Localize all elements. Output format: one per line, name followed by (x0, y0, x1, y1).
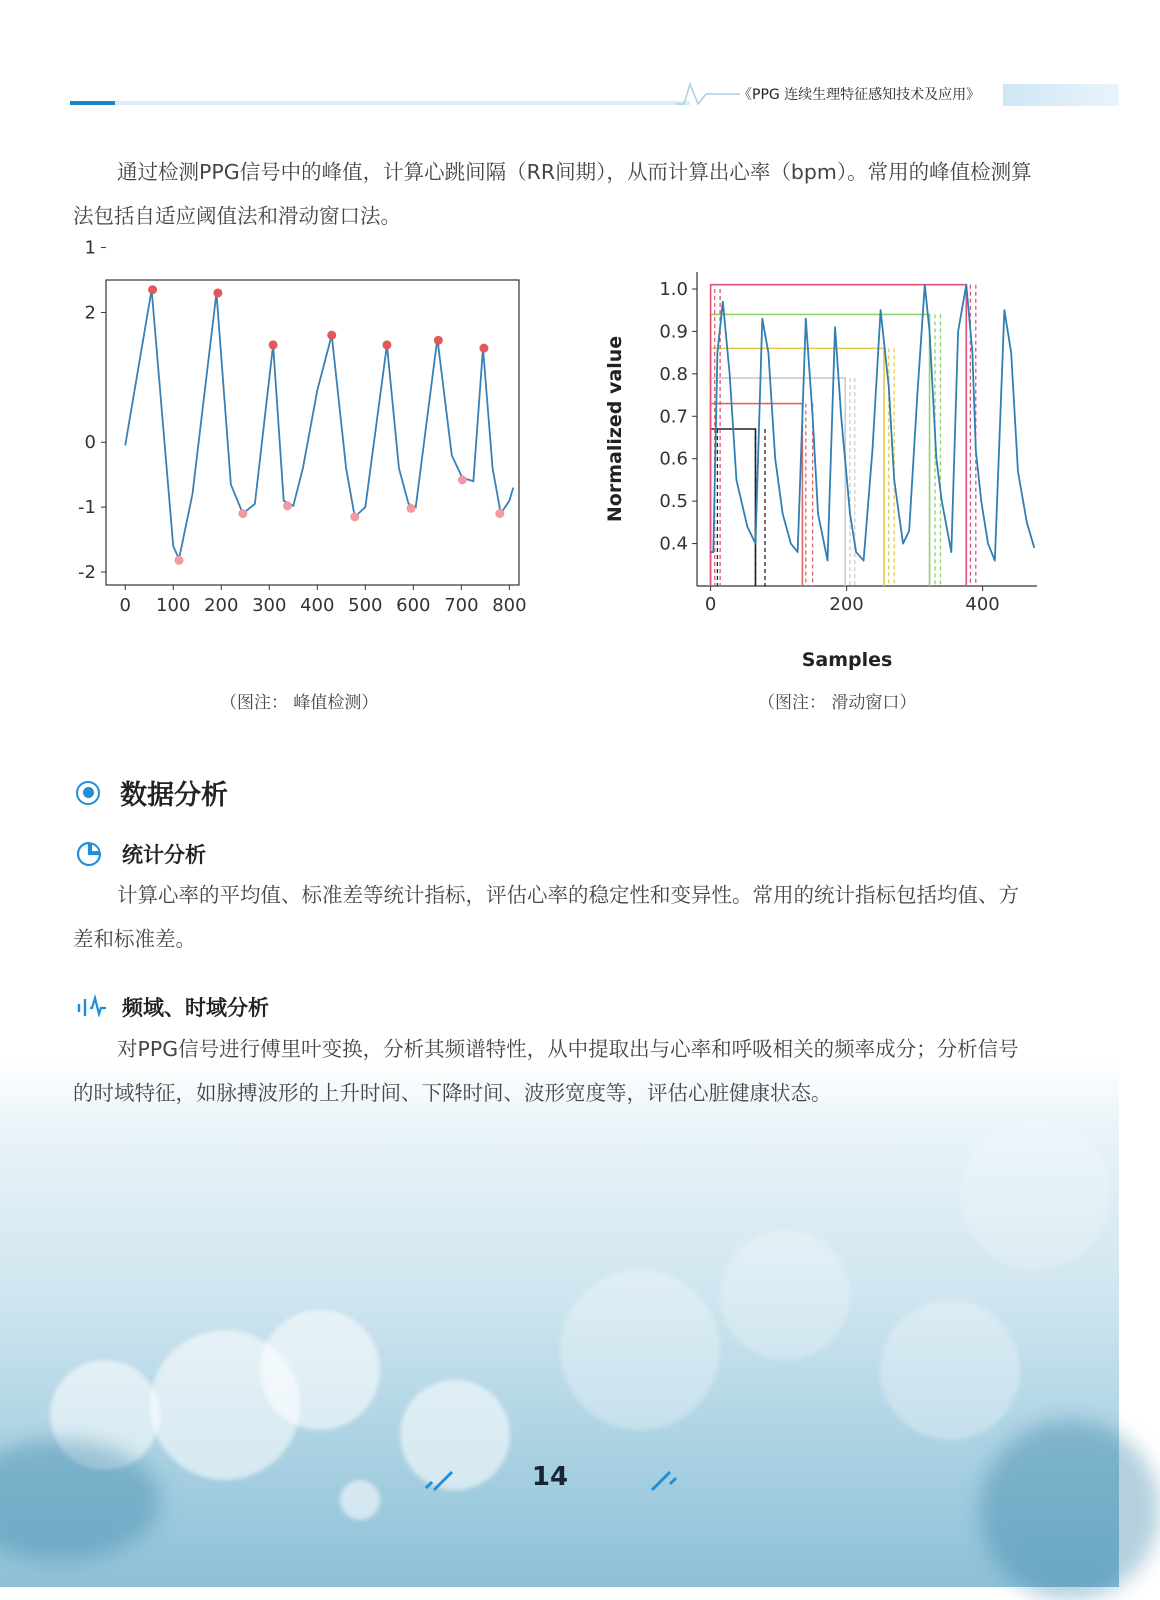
x-tick-label: 400 (300, 595, 335, 616)
x-tick-label: 700 (444, 595, 479, 616)
x-tick-label: 200 (204, 595, 239, 616)
frequency-paragraph (73, 1027, 1038, 1115)
x-tick-label: 600 (396, 595, 431, 616)
peak-marker (327, 331, 336, 340)
y-tick-label: 2 (84, 302, 96, 324)
y-tick-label: -2 (78, 562, 96, 584)
x-tick-label: 100 (156, 595, 191, 616)
y-tick-label: -1 (78, 497, 96, 519)
header-title: 《PPG 连续生理特征感知技术及应用》 (738, 87, 981, 103)
peak-detection-chart (70, 237, 530, 628)
pie-icon (76, 841, 102, 867)
section-title: 数据分析 (120, 780, 228, 811)
trough-marker (174, 556, 183, 565)
header-gradient-bar (1003, 84, 1119, 106)
ppg-signal-line (711, 285, 1035, 561)
ppg-signal-line (125, 290, 513, 559)
x-tick-label: 800 (492, 595, 527, 616)
peak-marker (213, 288, 222, 297)
y-tick-label: 0.5 (659, 491, 688, 513)
subsection-title-frequency: 频域、时域分析 (122, 996, 269, 1020)
peak-marker (269, 340, 278, 349)
trough-marker (238, 509, 247, 518)
subsection-heading-statistics (76, 839, 206, 869)
radio-target-icon (76, 781, 100, 805)
peak-marker (479, 344, 488, 353)
statistics-paragraph (73, 873, 1038, 961)
sliding-window-chart (595, 262, 1055, 682)
x-tick-label: 500 (348, 595, 383, 616)
footer-slash-right (650, 1468, 682, 1492)
header-rule (70, 101, 690, 105)
trough-marker (458, 475, 467, 484)
y-axis-label: Normalized value (604, 335, 626, 523)
section-heading (76, 773, 228, 812)
intro-text: 通过检测PPG信号中的峰值，计算心跳间隔（RR间期），从而计算出心率（bpm）。常用的峰值检测算法包括自适应阈值法和滑动窗口法。 (73, 160, 1032, 228)
trough-marker (283, 501, 292, 510)
peak-marker (434, 336, 443, 345)
background-bokeh (0, 1060, 1119, 1587)
peak-marker (148, 285, 157, 294)
y-tick-label: 0.7 (659, 406, 688, 428)
x-tick-label: 400 (965, 594, 1000, 615)
intro-paragraph (73, 150, 1038, 238)
x-tick-label: 200 (829, 594, 864, 615)
statistics-text: 计算心率的平均值、标准差等统计指标，评估心率的稳定性和变异性。常用的统计指标包括均值、方差和标准差。 (73, 883, 1019, 951)
y-tick-label: 1.0 (659, 278, 688, 300)
subsection-heading-frequency (76, 992, 269, 1022)
footer-slash-left (424, 1468, 456, 1492)
x-tick-label: 0 (704, 594, 717, 615)
x-tick-label: 0 (119, 595, 131, 616)
x-tick-label: 300 (252, 595, 287, 616)
left-figure-caption: （图注： 峰值检测） (220, 693, 379, 713)
right-figure-caption: （图注： 滑动窗口） (758, 693, 917, 713)
y-tick-label: 0.9 (659, 321, 688, 343)
peak-marker (382, 340, 391, 349)
window-box (711, 314, 930, 586)
y-tick-label: 0 (84, 432, 96, 454)
y-tick-label: 0.8 (659, 363, 688, 385)
trough-marker (495, 509, 504, 518)
trough-marker (406, 504, 415, 513)
waveform-icon (76, 994, 106, 1020)
y-tick-label: 0.4 (659, 533, 688, 555)
window-box (711, 285, 967, 586)
x-axis-label: Samples (801, 649, 893, 671)
plot-frame (106, 280, 519, 585)
y-tick-label: 1 (84, 237, 96, 259)
y-tick-label: 0.6 (659, 448, 688, 470)
trough-marker (350, 512, 359, 521)
frequency-text: 对PPG信号进行傅里叶变换，分析其频谱特性，从中提取出与心率和呼吸相关的频率成分；分析信号的时域特征，如脉搏波形的上升时间、下降时间、波形宽度等，评估心脏健康状态。 (73, 1037, 1019, 1105)
page-number: 14 (531, 1462, 569, 1492)
header-peak-decoration (676, 80, 740, 110)
subsection-title-statistics: 统计分析 (122, 843, 206, 867)
